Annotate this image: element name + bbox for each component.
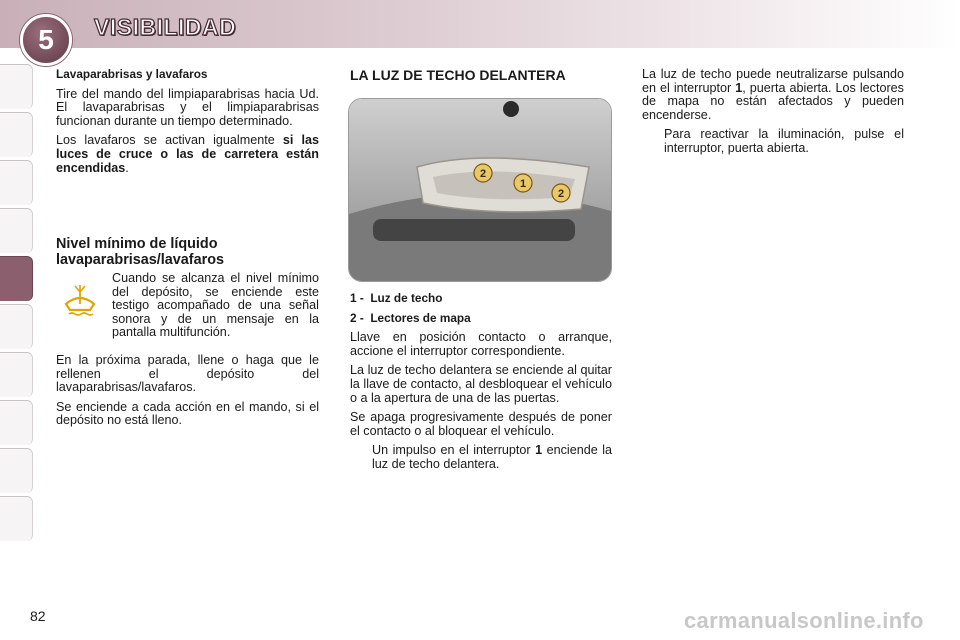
chapter-tab-active[interactable]: [0, 256, 33, 301]
bullet-mark: [350, 444, 372, 471]
text: , puerta abierta. Los lectores de mapa no están afectados y pueden encenderse.: [642, 80, 904, 122]
bullet-mark: [642, 128, 664, 155]
callout-label: [512, 172, 534, 194]
level-paragraph-1: [112, 272, 319, 346]
washer-heading: Lavaparabrisas y lavafaros: [56, 67, 208, 81]
text: Un impulso en el interruptor: [372, 443, 536, 458]
level-paragraphs: [56, 354, 319, 434]
chapter-tab[interactable]: [0, 160, 33, 205]
legend-number: 2 -: [350, 310, 364, 325]
chapter-tabs: [0, 64, 34, 574]
right-column-text: [642, 68, 904, 156]
reactivate-bullet: [642, 128, 904, 155]
level-heading-block: [56, 236, 319, 268]
chapter-tab[interactable]: [0, 304, 33, 349]
bold-text: 1: [735, 80, 743, 95]
bullet-text: Para reactivar la iluminación, pulse el interruptor, puerta abierta.: [664, 127, 904, 155]
legend-text: Luz de techo: [370, 291, 443, 305]
text: Cuando se alcanza el nivel mínimo del depósito, se enciende este testigo acompañado de una señal sonora y de un mensaje en la pantalla multifunción.: [112, 271, 319, 340]
chapter-number: 5: [38, 24, 54, 55]
ignition-paragraph: Llave en posición contacto o arranque, accione el interruptor correspondiente.: [350, 330, 612, 358]
callout-label: [472, 162, 494, 184]
legend-number: 1 -: [350, 291, 364, 305]
headlamp-washer-paragraph: [56, 134, 319, 175]
middle-column-text: [350, 292, 612, 472]
bold-text: si las luces de cruce o las de carretera están encendidas: [56, 133, 319, 175]
text: Los lavafaros se activan igualmente: [56, 133, 283, 148]
legend-item-2: [350, 312, 612, 326]
callout-number: 2: [479, 168, 487, 180]
legend-item-1: [350, 292, 612, 306]
chapter-tab[interactable]: [0, 208, 33, 253]
refill-paragraph: En la próxima parada, llene o haga que le rellenen el depósito del lavaparabrisas/lavafaros.: [56, 353, 319, 395]
bold-text: 1: [535, 443, 543, 458]
front-light-heading: [350, 67, 630, 83]
auto-on-paragraph: La luz de techo delantera se enciende al quitar la llave de contacto, al desbloquear el vehículo o a la apertura de una de las puertas.: [350, 363, 612, 405]
chapter-tab[interactable]: [0, 112, 33, 157]
fade-out-paragraph: Se apaga progresivamente después de poner el contacto o al bloquear el vehículo.: [350, 410, 612, 438]
callout-number: 1: [519, 178, 527, 190]
ceiling-light-photo: [348, 98, 612, 282]
text: .: [125, 160, 129, 175]
page-number: 82: [30, 608, 46, 624]
bullet-text: [372, 444, 612, 471]
callout-label: [550, 182, 572, 204]
level-heading-line2: lavaparabrisas/lavafaros: [56, 252, 225, 268]
switch-bullet: [350, 444, 612, 471]
level-heading-line1: Nivel mínimo de líquido: [56, 236, 218, 252]
chapter-tab[interactable]: [0, 448, 33, 493]
text: enciende la luz de techo delantera.: [372, 443, 613, 471]
washer-paragraph: Tire del mando del limpiaparabrisas hacia Ud. El lavaparabrisas y el limpiaparabrisas funcionan durante un tiempo determinado.: [56, 86, 319, 128]
chapter-tab[interactable]: [0, 400, 33, 445]
legend-text: Lectores de mapa: [370, 310, 471, 325]
heading-text: LA LUZ DE TECHO DELANTERA: [350, 67, 566, 83]
washer-fluid-warning-icon: [60, 280, 100, 320]
chapter-number-badge: [20, 14, 72, 66]
neutralize-paragraph: [642, 68, 904, 122]
chapter-tab[interactable]: [0, 64, 33, 109]
left-column: [56, 68, 319, 181]
watermark: carmanualsonline.info: [684, 608, 924, 633]
text: La luz de techo puede neutralizarse pulsando en el interruptor: [642, 67, 904, 95]
chapter-title: VISIBILIDAD: [94, 14, 237, 40]
chapter-tab[interactable]: [0, 496, 33, 541]
lights-on-paragraph: Se enciende a cada acción en el mando, si el depósito no está lleno.: [56, 399, 319, 428]
callout-number: 2: [557, 188, 565, 200]
chapter-tab[interactable]: [0, 352, 33, 397]
